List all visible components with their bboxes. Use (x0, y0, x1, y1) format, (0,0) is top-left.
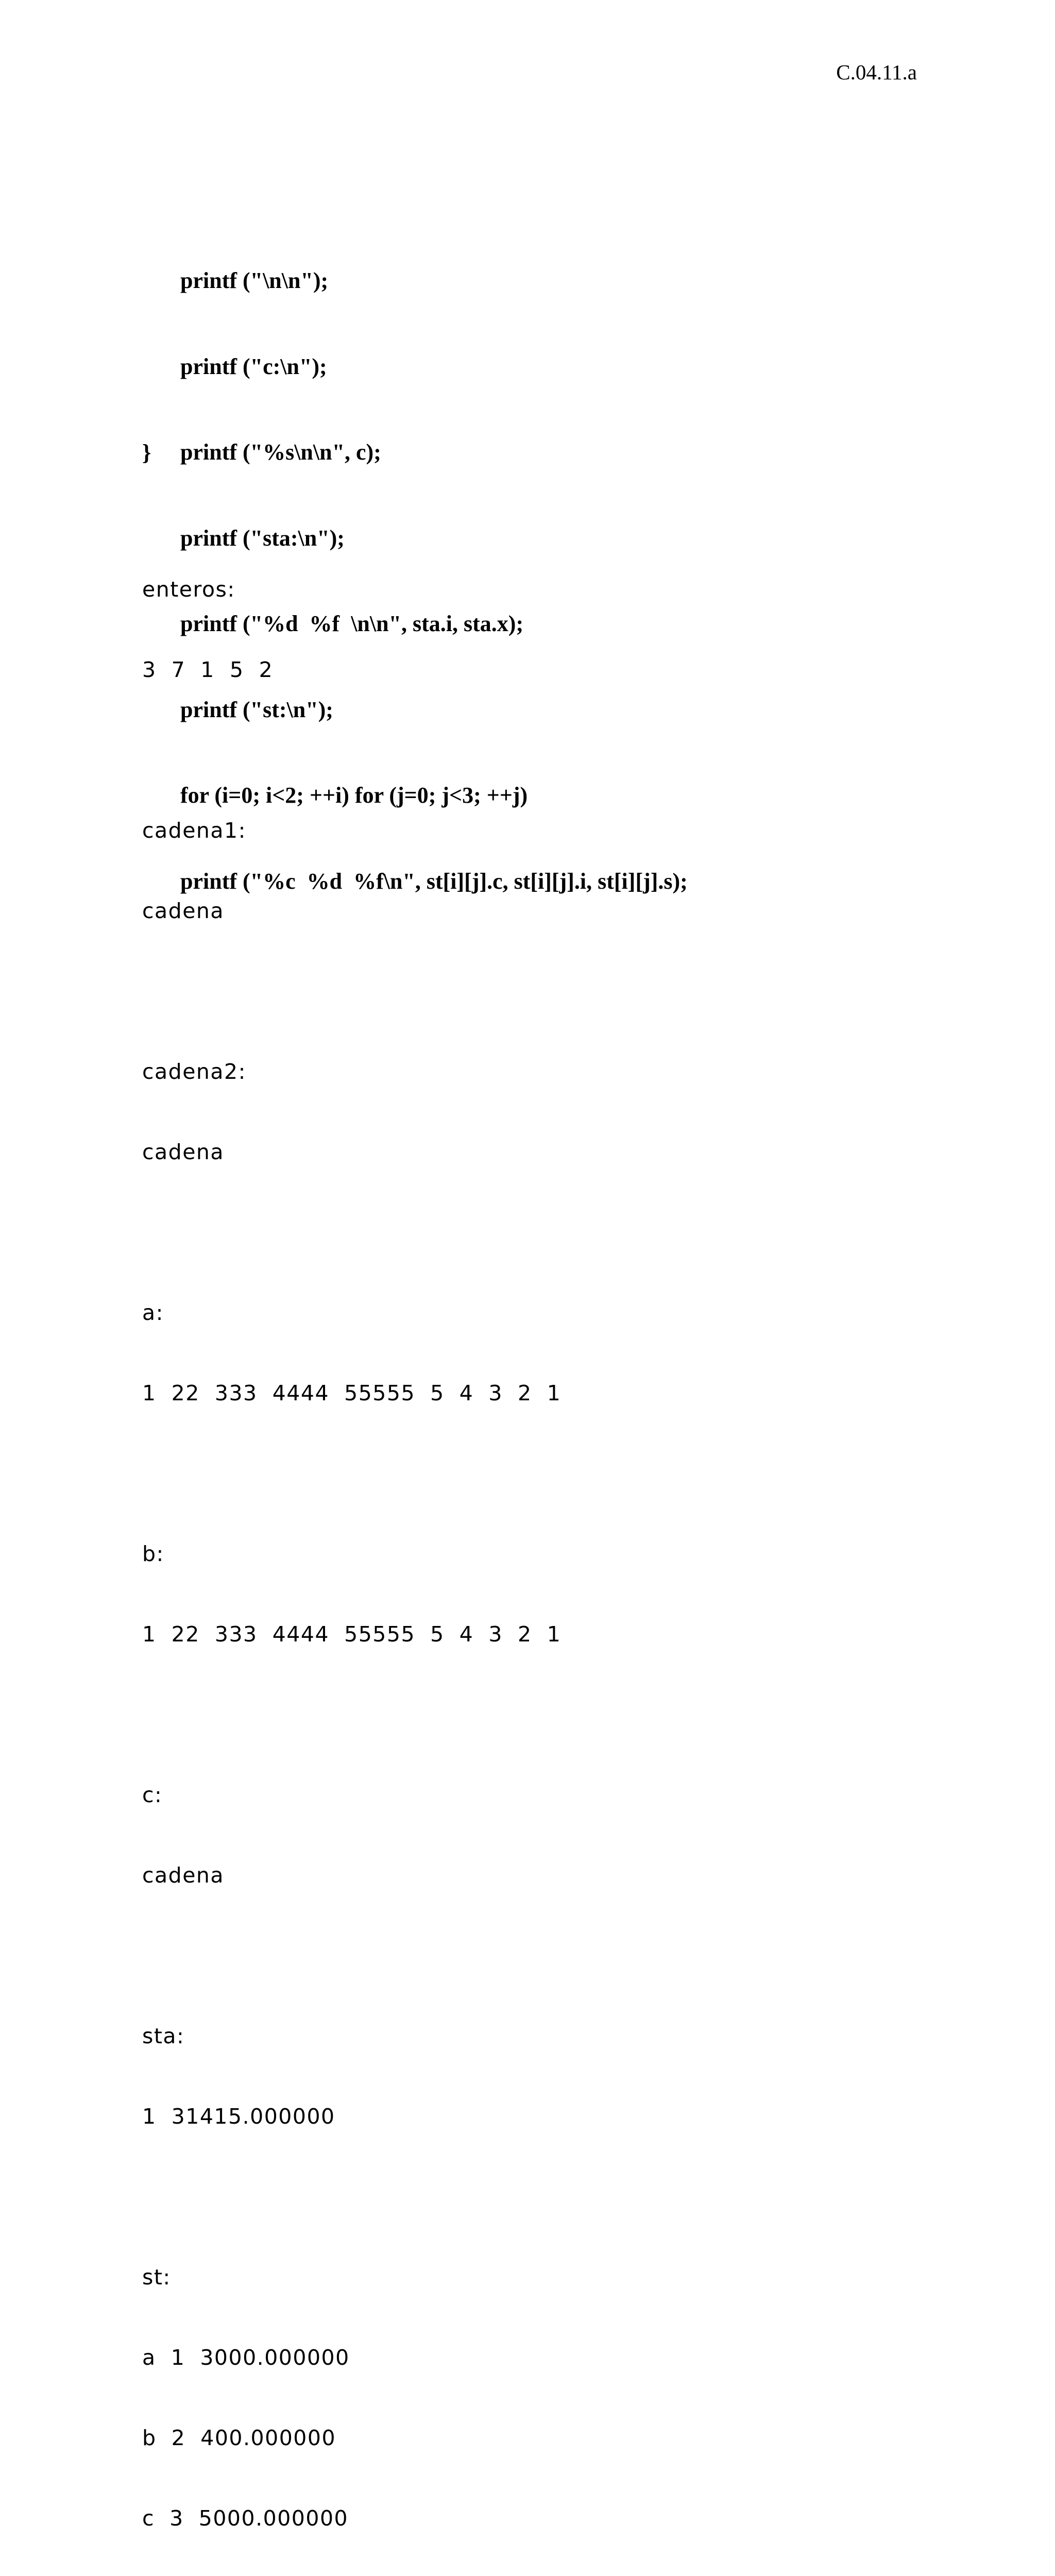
output-line: cadena (142, 1863, 225, 1888)
output-line (142, 1701, 561, 1728)
code-line: printf ("%d %f \n\n", sta.i, sta.x); (180, 611, 524, 636)
output-line: c: (142, 1783, 163, 1807)
output-line (142, 1942, 561, 1969)
code-line: printf ("c:\n"); (180, 353, 327, 379)
output-line (142, 2183, 561, 2210)
output-line (142, 1460, 561, 1487)
output-line: enteros: (142, 577, 235, 602)
output-line: a: (142, 1300, 164, 1325)
code-line: printf ("\n\n"); (180, 268, 329, 293)
code-line: printf ("sta:\n"); (180, 525, 345, 551)
output-line: cadena2: (142, 1059, 246, 1084)
output-line: cadena (142, 899, 225, 923)
output-line: 1 22 333 4444 55555 5 4 3 2 1 (142, 1381, 561, 1405)
output-line: 3 7 1 5 2 (142, 657, 274, 682)
code-line: printf ("st:\n"); (180, 697, 333, 722)
page-number: C.04.11.a (836, 60, 917, 84)
output-line: a 1 3000.000000 (142, 2345, 350, 2370)
code-line: printf ("%s\n\n", c); (180, 439, 381, 465)
output-line: st: (142, 2265, 171, 2290)
output-line: 1 22 333 4444 55555 5 4 3 2 1 (142, 1622, 561, 1647)
output-line: b: (142, 1541, 164, 1566)
program-output (142, 522, 561, 2576)
code-line: for (i=0; i<2; ++i) for (j=0; j<3; ++j) (180, 783, 528, 808)
output-line (142, 1219, 561, 1246)
output-line: sta: (142, 2024, 185, 2048)
output-line: cadena (142, 1140, 225, 1164)
output-line (142, 737, 561, 764)
closing-brace: } (142, 440, 151, 465)
code-line: printf ("%c %d %f\n", st[i][j].c, st[i][j].i, st[i][j].s); (180, 868, 688, 894)
output-line: c 3 5000.000000 (142, 2506, 349, 2531)
output-line: b 2 400.000000 (142, 2426, 336, 2450)
output-line (142, 978, 561, 1005)
output-line: 1 31415.000000 (142, 2104, 335, 2129)
output-line: cadena1: (142, 818, 246, 843)
